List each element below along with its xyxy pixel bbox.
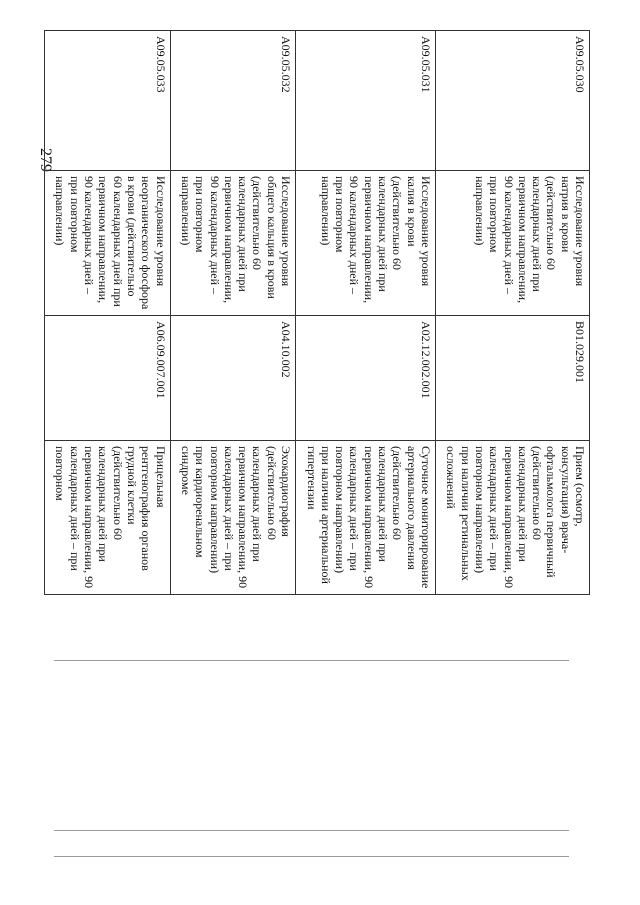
service-code-cell: A09.05.032 bbox=[171, 30, 297, 170]
divider-line bbox=[54, 660, 569, 661]
related-code-cell: A06.09.007.001 bbox=[44, 315, 171, 440]
related-code-cell: A04.10.002 bbox=[171, 315, 297, 440]
service-code-cell: A09.05.031 bbox=[296, 30, 436, 170]
page-number: 279 bbox=[37, 148, 54, 172]
service-name-cell: Исследование уровня натрия в крови (действительно 60 календарных дней при первичном направлении, 90 календарных дней – при повторном направлении) bbox=[436, 170, 590, 315]
divider-line bbox=[54, 856, 569, 857]
related-service-cell: Прием (осмотр, консультация) врача-офтальмолога первичный (действительно 60 календарных дней при первичном направлении, 90 календарных дней – при повторном направлении) при наличии ретинальных осложнений bbox=[436, 440, 590, 595]
related-service-cell: Прицельная рентгенография органов грудной клетки (действительно 60 календарных дней при первичном направлении, 90 календарных дней – при повторном bbox=[44, 440, 171, 595]
service-name-cell: Исследование уровня неорганического фосфора в крови (действительно 60 календарных дней при первичном направлении, 90 календарных дней – при повторном направлении) bbox=[44, 170, 171, 315]
service-name-cell: Исследование уровня общего кальция в крови (действительно 60 календарных дней при первичном направлении, 90 календарных дней – при повторном направлении) bbox=[171, 170, 297, 315]
divider-line bbox=[54, 830, 569, 831]
related-code-cell: B01.029.001 bbox=[436, 315, 590, 440]
service-name-cell: Исследование уровня калия в крови (действительно 60 календарных дней при первичном направлении, 90 календарных дней – при повторном направлении) bbox=[296, 170, 436, 315]
service-code-cell: A09.05.030 bbox=[436, 30, 590, 170]
services-table bbox=[44, 30, 590, 595]
related-code-cell: A02.12.002.001 bbox=[296, 315, 436, 440]
related-service-cell: Эхокардиография (действительно 60 календарных дней при первичном направлении, 90 календарных дней – при повторном направлении) при кардиоренальном синдроме bbox=[171, 440, 297, 595]
related-service-cell: Суточное мониторирование артериального давления (действительно 60 календарных дней при первичном направлении, 90 календарных дней – при повторном направлении) при наличии артериальной гипертензии bbox=[296, 440, 436, 595]
service-code-cell: A09.05.033 bbox=[44, 30, 171, 170]
